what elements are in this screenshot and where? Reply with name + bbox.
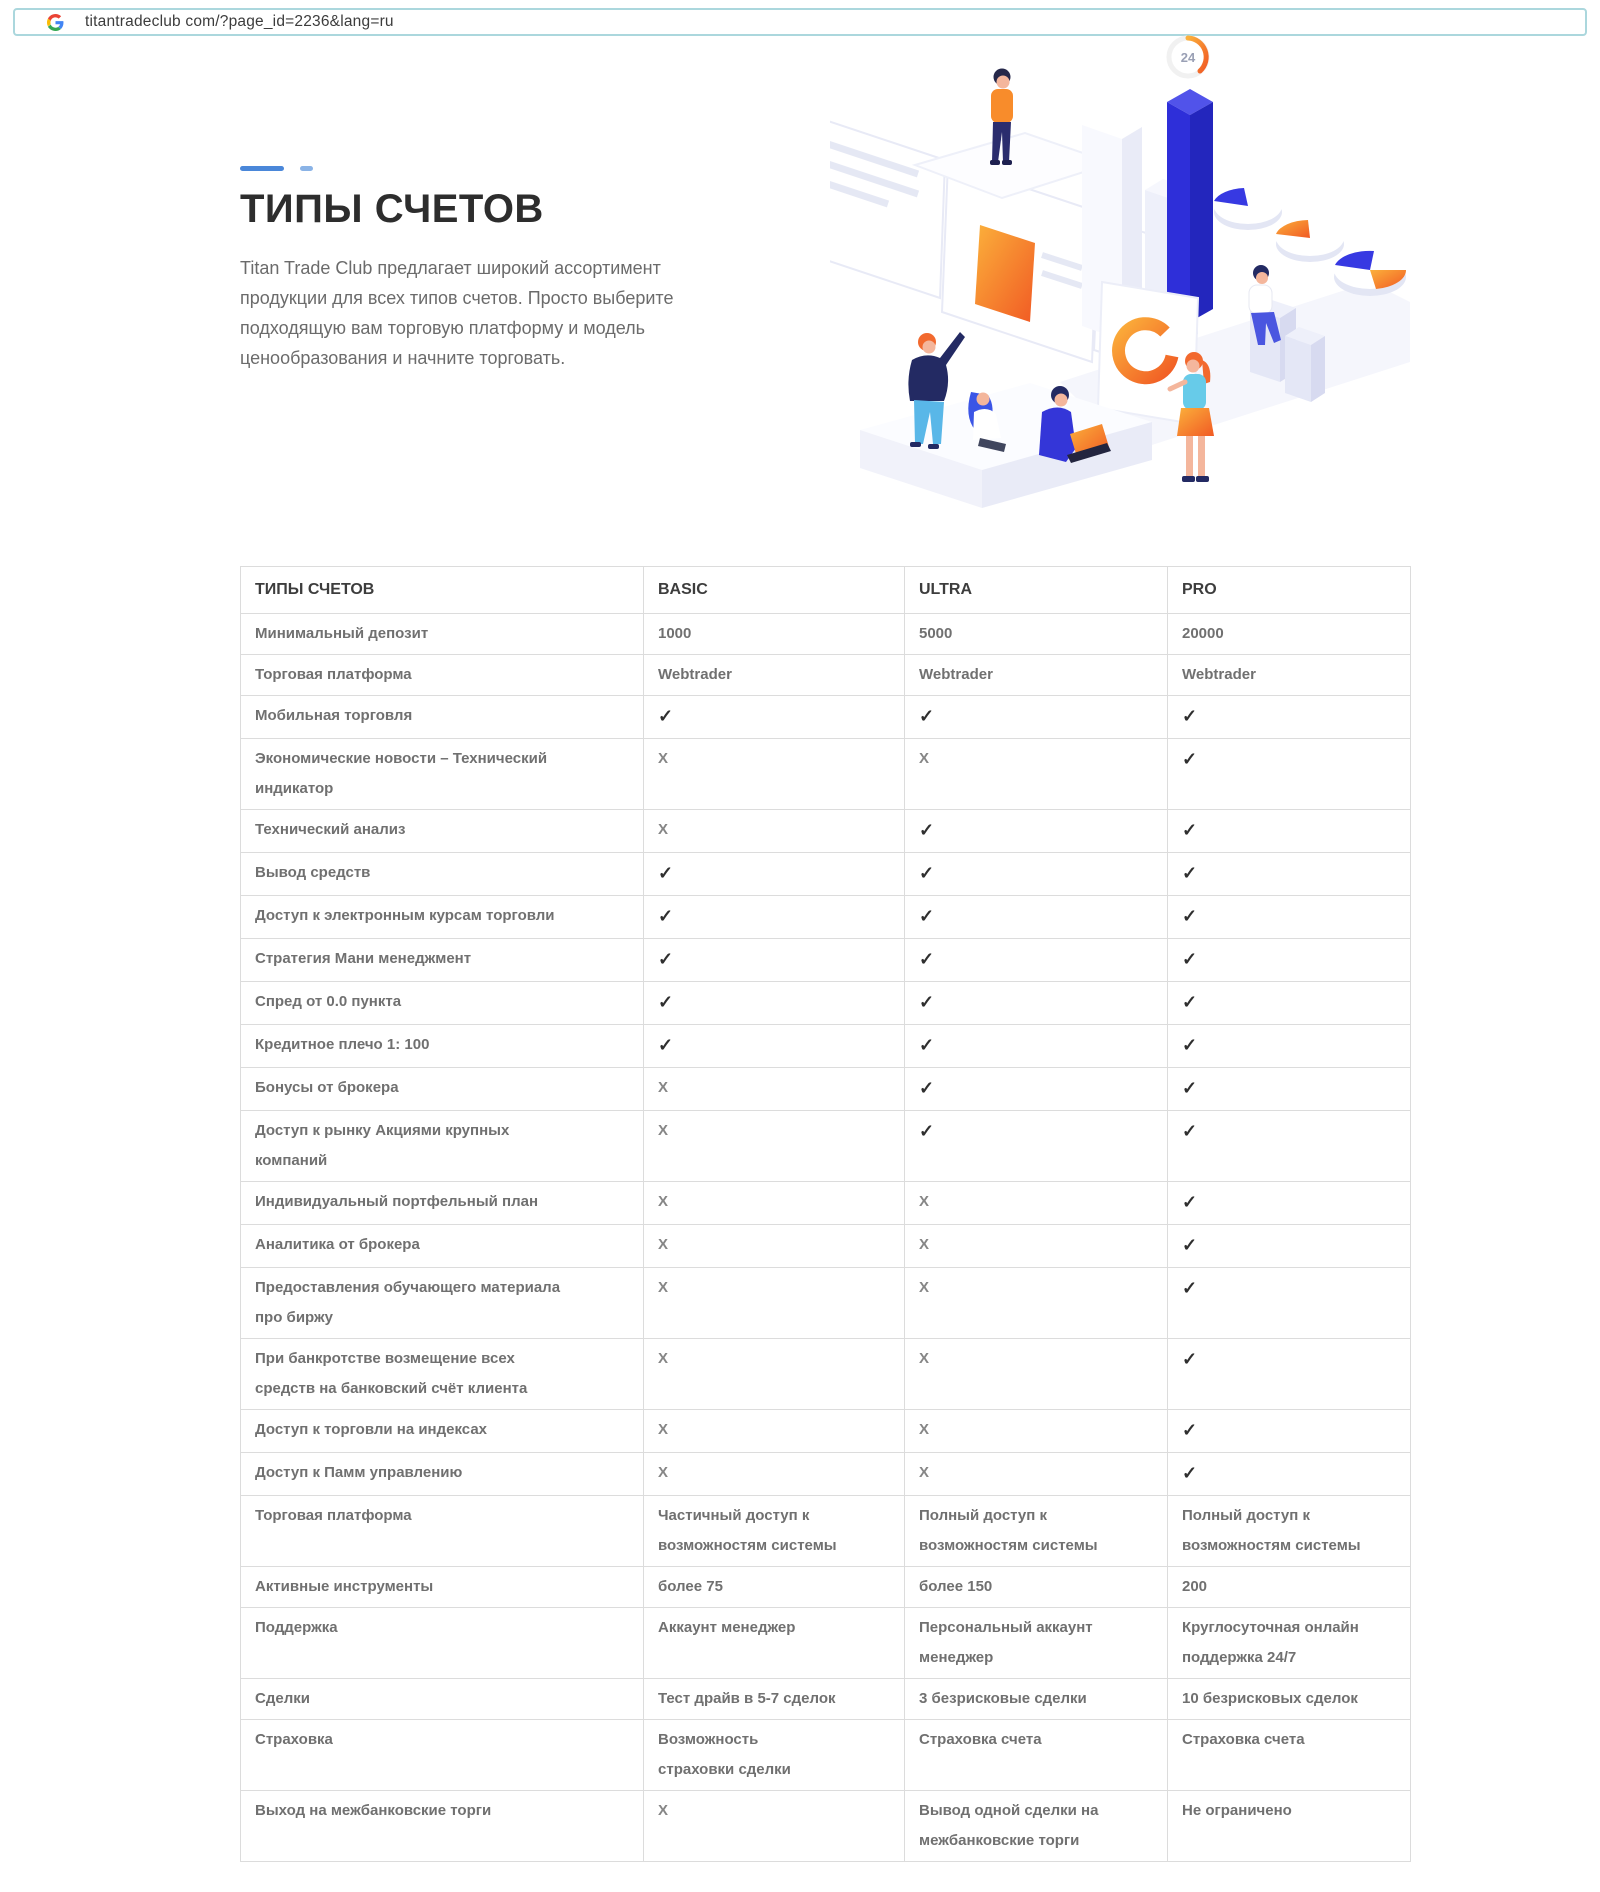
value-cell [905,1339,1168,1410]
feature-label: Доступ к рынку Акциями крупных компаний [255,1122,510,1169]
svg-text:24: 24 [1180,50,1196,65]
title-decoration [240,165,710,171]
feature-label: Активные инструменты [255,1578,434,1595]
check-icon: ✓ [1182,1035,1198,1055]
cross-icon: X [658,750,669,767]
value-cell [644,1679,905,1720]
feature-label: Мобильная торговля [255,707,413,724]
check-icon: ✓ [1182,749,1198,769]
feature-label: Доступ к торговли на индексах [255,1421,488,1438]
page-description: Titan Trade Club предлагает широкий ассортимент продукции для всех типов счетов. Просто выберите подходящую вам торговую платформу и модель ценообразования и начните торговать. [240,258,674,368]
feature-cell [241,1410,644,1453]
table-row [241,1679,1411,1720]
feature-label: Доступ к Памм управлению [255,1464,463,1481]
table-row [241,1339,1411,1410]
cross-icon: X [919,1350,930,1367]
table-row [241,810,1411,853]
feature-label: Бонусы от брокера [255,1079,399,1096]
table-row [241,696,1411,739]
check-icon: ✓ [919,992,935,1012]
value-cell [905,1225,1168,1268]
value-cell [905,1068,1168,1111]
value-cell [905,739,1168,810]
value-cell [1168,655,1411,696]
value-cell [905,1567,1168,1608]
cross-icon: X [658,1421,669,1438]
google-g-icon [47,14,64,31]
feature-cell [241,982,644,1025]
feature-cell [241,655,644,696]
value-text: 10 безрисковых сделок [1182,1690,1358,1707]
cross-icon: X [658,1079,669,1096]
table-row [241,939,1411,982]
feature-cell [241,696,644,739]
cross-icon: X [919,750,930,767]
cross-icon: X [658,1193,669,1210]
check-icon: ✓ [658,992,674,1012]
table-row [241,1025,1411,1068]
value-cell [644,1025,905,1068]
feature-cell [241,1679,644,1720]
value-text: 3 безрисковые сделки [919,1690,1087,1707]
feature-cell [241,1068,644,1111]
value-cell [1168,696,1411,739]
feature-label: Выход на межбанковские торги [255,1802,492,1819]
value-cell [1168,1791,1411,1862]
feature-label: Минимальный депозит [255,625,429,642]
hero-illustration [830,30,1410,522]
check-icon: ✓ [1182,1121,1198,1141]
cross-icon: X [919,1236,930,1253]
table-row [241,614,1411,655]
table-row [241,1567,1411,1608]
cross-icon: X [658,1350,669,1367]
value-text: Круглосуточная онлайн поддержка 24/7 [1182,1619,1359,1666]
feature-cell [241,739,644,810]
check-icon: ✓ [919,820,935,840]
table-row [241,896,1411,939]
value-cell [644,1225,905,1268]
value-cell [905,1791,1168,1862]
value-text: Не ограничено [1182,1802,1292,1819]
value-cell [905,810,1168,853]
feature-cell [241,1608,644,1679]
column-header-0: ТИПЫ СЧЕТОВ [241,567,644,614]
table-row [241,982,1411,1025]
dash-long [240,166,284,171]
value-cell [905,1453,1168,1496]
clock-icon [1169,38,1207,76]
value-cell [1168,810,1411,853]
value-cell [1168,1111,1411,1182]
value-text: более 150 [919,1578,993,1595]
value-cell [1168,1496,1411,1567]
value-text: Webtrader [658,666,732,683]
table-row [241,1111,1411,1182]
column-header-1: BASIC [644,567,905,614]
check-icon: ✓ [919,1035,935,1055]
value-cell [1168,939,1411,982]
value-cell [905,614,1168,655]
feature-cell [241,1225,644,1268]
pie-charts [1214,188,1406,296]
value-text: Страховка счета [919,1731,1042,1748]
value-cell [1168,614,1411,655]
check-icon: ✓ [1182,820,1198,840]
value-cell [1168,1268,1411,1339]
value-cell [1168,1068,1411,1111]
feature-cell [241,1453,644,1496]
cross-icon: X [919,1193,930,1210]
value-cell [644,982,905,1025]
cross-icon: X [658,1464,669,1481]
feature-cell [241,1182,644,1225]
table-row [241,655,1411,696]
feature-cell [241,1268,644,1339]
check-icon: ✓ [1182,1192,1198,1212]
value-text: Персональный аккаунт менеджер [919,1619,1093,1666]
value-cell [905,1608,1168,1679]
feature-cell [241,1567,644,1608]
check-icon: ✓ [1182,1235,1198,1255]
check-icon: ✓ [658,906,674,926]
check-icon: ✓ [919,1078,935,1098]
dash-short [300,166,313,171]
value-text: более 75 [658,1578,723,1595]
value-cell [1168,982,1411,1025]
feature-label: Торговая платформа [255,666,412,683]
value-cell [905,1182,1168,1225]
check-icon: ✓ [919,949,935,969]
check-icon: ✓ [658,949,674,969]
feature-label: Страховка [255,1731,333,1748]
cross-icon: X [658,1279,669,1296]
table-row [241,739,1411,810]
cross-icon: X [919,1421,930,1438]
value-cell [644,614,905,655]
value-cell [644,853,905,896]
column-header-3: PRO [1168,567,1411,614]
value-text: Вывод одной сделки на межбанковские торги [919,1802,1099,1849]
feature-label: Предоставления обучающего материала про биржу [255,1279,561,1326]
value-cell [1168,1182,1411,1225]
feature-label: Индивидуальный портфельный план [255,1193,539,1210]
check-icon: ✓ [658,1035,674,1055]
feature-cell [241,1025,644,1068]
value-text: Частичный доступ к возможностям системы [658,1507,837,1554]
value-cell [905,939,1168,982]
feature-cell [241,1111,644,1182]
table-row [241,1720,1411,1791]
check-icon: ✓ [919,863,935,883]
table-row [241,1268,1411,1339]
bar-chart-indigo [1167,89,1213,322]
feature-label: Экономические новости – Технический индикатор [255,750,548,797]
url-text[interactable]: titantradeclub com/?page_id=2236&lang=ru [85,13,394,30]
value-cell [644,1567,905,1608]
value-text: 200 [1182,1578,1208,1595]
check-icon: ✓ [658,706,674,726]
feature-label: Вывод средств [255,864,371,881]
value-cell [644,939,905,982]
table-row [241,1608,1411,1679]
feature-cell [241,1720,644,1791]
value-cell [905,982,1168,1025]
value-cell [644,655,905,696]
column-header-2: ULTRA [905,567,1168,614]
check-icon: ✓ [1182,863,1198,883]
feature-cell [241,853,644,896]
table-row [241,1225,1411,1268]
value-cell [1168,853,1411,896]
feature-cell [241,1791,644,1862]
value-cell [905,1111,1168,1182]
feature-cell [241,1496,644,1567]
hero-section [240,165,710,373]
value-text: 5000 [919,625,953,642]
table-body [241,614,1411,1862]
check-icon: ✓ [919,1121,935,1141]
feature-label: Спред от 0.0 пункта [255,993,402,1010]
page-title: ТИПЫ СЧЕТОВ [240,187,544,231]
value-cell [905,696,1168,739]
account-types-table [240,566,1411,1862]
feature-label: Кредитное плечо 1: 100 [255,1036,430,1053]
feature-label: Аналитика от брокера [255,1236,420,1253]
value-text: Тест драйв в 5-7 сделок [658,1690,836,1707]
value-text: Страховка счета [1182,1731,1305,1748]
feature-label: Сделки [255,1690,310,1707]
table-header-row [241,567,1411,614]
table-row [241,1453,1411,1496]
feature-label: При банкротстве возмещение всех средств на банковский счёт клиента [255,1350,528,1397]
check-icon: ✓ [1182,949,1198,969]
feature-cell [241,896,644,939]
value-cell [1168,1567,1411,1608]
feature-label: Торговая платформа [255,1507,412,1524]
value-cell [644,896,905,939]
table-head [241,567,1411,614]
table-row [241,1410,1411,1453]
check-icon: ✓ [1182,706,1198,726]
check-icon: ✓ [919,706,935,726]
table-row [241,1791,1411,1862]
value-text: Полный доступ к возможностям системы [919,1507,1098,1554]
table-row [241,1496,1411,1567]
check-icon: ✓ [919,906,935,926]
feature-cell [241,810,644,853]
value-cell [905,655,1168,696]
check-icon: ✓ [1182,992,1198,1012]
value-cell [644,1608,905,1679]
value-text: Webtrader [1182,666,1256,683]
feature-cell [241,1339,644,1410]
value-cell [905,1025,1168,1068]
check-icon: ✓ [1182,906,1198,926]
value-text: Возможность страховки сделки [658,1731,791,1778]
check-icon: ✓ [1182,1420,1198,1440]
cross-icon: X [658,1236,669,1253]
check-icon: ✓ [1182,1278,1198,1298]
value-cell [644,1453,905,1496]
value-cell [1168,1225,1411,1268]
feature-cell [241,939,644,982]
donut-chart-board [1098,282,1198,424]
value-cell [1168,1339,1411,1410]
check-icon: ✓ [658,863,674,883]
value-cell [644,739,905,810]
value-cell [644,1496,905,1567]
value-cell [644,810,905,853]
value-cell [644,1791,905,1862]
value-cell [1168,739,1411,810]
table-row [241,1068,1411,1111]
value-cell [644,1111,905,1182]
cross-icon: X [919,1279,930,1296]
feature-cell [241,614,644,655]
value-cell [644,1410,905,1453]
value-cell [644,1068,905,1111]
value-cell [905,896,1168,939]
value-cell [905,853,1168,896]
value-cell [644,1268,905,1339]
value-cell [1168,1608,1411,1679]
value-text: 1000 [658,625,692,642]
value-cell [905,1268,1168,1339]
value-cell [1168,1679,1411,1720]
cross-icon: X [658,821,669,838]
value-cell [644,1339,905,1410]
table-row [241,1182,1411,1225]
value-cell [644,1720,905,1791]
value-cell [905,1410,1168,1453]
table-row [241,853,1411,896]
value-cell [1168,1025,1411,1068]
value-text: 20000 [1182,625,1224,642]
feature-label: Стратегия Мани менеджмент [255,950,472,967]
value-cell [905,1720,1168,1791]
value-cell [905,1496,1168,1567]
feature-label: Поддержка [255,1619,338,1636]
value-cell [905,1679,1168,1720]
value-text: Полный доступ к возможностям системы [1182,1507,1361,1554]
value-cell [1168,1410,1411,1453]
check-icon: ✓ [1182,1349,1198,1369]
value-cell [644,1182,905,1225]
value-cell [1168,896,1411,939]
value-cell [1168,1453,1411,1496]
cross-icon: X [658,1122,669,1139]
cross-icon: X [919,1464,930,1481]
value-cell [1168,1720,1411,1791]
feature-label: Доступ к электронным курсам торговли [255,907,555,924]
value-cell [644,696,905,739]
value-text: Аккаунт менеджер [658,1619,796,1636]
value-text: Webtrader [919,666,993,683]
cross-icon: X [658,1802,669,1819]
feature-label: Технический анализ [255,821,406,838]
check-icon: ✓ [1182,1463,1198,1483]
check-icon: ✓ [1182,1078,1198,1098]
